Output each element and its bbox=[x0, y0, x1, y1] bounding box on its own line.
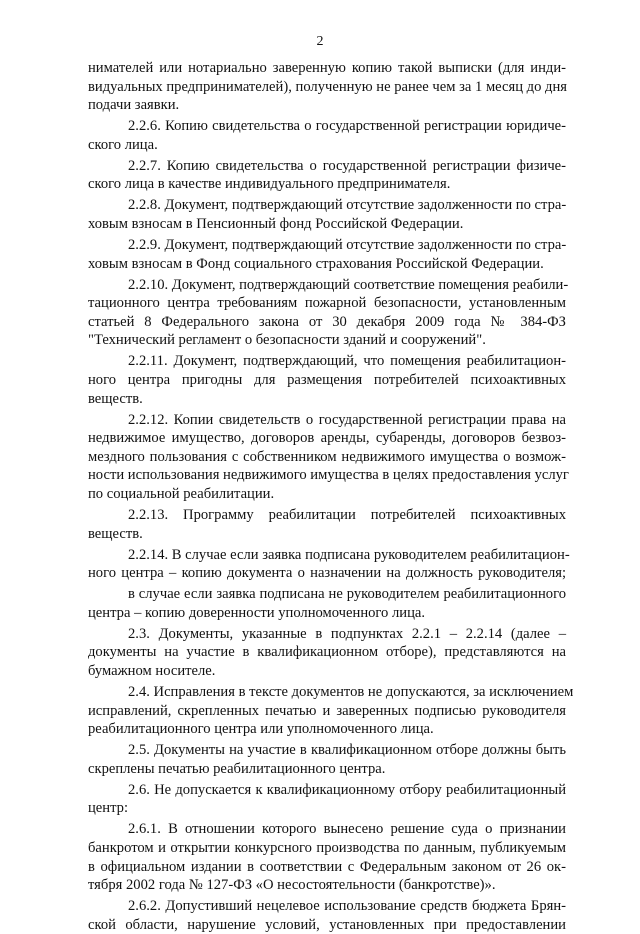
text-line: ского лица. bbox=[88, 136, 158, 153]
text-line: 2.2.11. Документ, подтверждающий, что помещения реабилитацион- bbox=[128, 353, 566, 370]
text-line: банкротом и открытии конкурсного производства по данным, публикуемым bbox=[88, 840, 566, 856]
text-line: 2.2.6. Копию свидетельства о государственной регистрации юридиче- bbox=[128, 118, 566, 135]
text-line: подачи заявки. bbox=[88, 97, 180, 114]
text-line: 2.4. Исправления в тексте документов не допускаются, за исключением bbox=[128, 684, 574, 700]
text-line: 2.2.13. Программу реабилитации потребителей психоактивных bbox=[128, 507, 566, 523]
text-line: 2.6.1. В отношении которого вынесено решение суда о признании bbox=[128, 821, 566, 838]
text-line: "Технический регламент о безопасности зданий и сооружений". bbox=[88, 332, 486, 349]
text-line: тационного центра требованиям пожарной безопасности, установленным bbox=[88, 295, 566, 312]
text-line: видуальных предпринимателей), полученную не ранее чем за 1 месяц до дня bbox=[88, 78, 567, 95]
text-line: центра – копию доверенности уполномоченного лица. bbox=[88, 604, 426, 621]
text-line: 2.6.2. Допустивший нецелевое использование средств бюджета Брян- bbox=[128, 898, 566, 915]
text-line: веществ. bbox=[88, 525, 143, 542]
text-line: 2.3. Документы, указанные в подпунктах 2.2.1 – 2.2.14 (далее – bbox=[128, 625, 566, 642]
text-line: ской области, нарушение условий, установленных при предоставлении bbox=[88, 916, 566, 933]
text-line: 2.2.10. Документ, подтверждающий соответствие помещения реабили- bbox=[128, 276, 569, 293]
text-line: ного центра – копию документа о назначении на должность руководителя; bbox=[88, 565, 566, 582]
text-line: тября 2002 года № 127-ФЗ «О несостоятельности (банкротстве)». bbox=[88, 877, 496, 894]
text-line: 2.2.7. Копию свидетельства о государственной регистрации физиче- bbox=[128, 157, 566, 174]
text-line: скреплены печатью реабилитационного центра. bbox=[88, 760, 386, 777]
text-line: ности использования недвижимого имущества в целях предоставления услуг bbox=[88, 467, 569, 484]
text-line: ховым взносам в Фонд социального страхования Российской Федерации. bbox=[88, 255, 544, 272]
text-line: в официальном издании в соответствии с Федеральным законом от 26 ок- bbox=[88, 858, 566, 875]
text-line: в случае если заявка подписана не руководителем реабилитационного bbox=[128, 586, 566, 603]
text-line: по социальной реабилитации. bbox=[88, 486, 275, 502]
text-line: 2.2.12. Копии свидетельств о государственной регистрации права на bbox=[128, 411, 566, 428]
text-line: ного центра пригодны для размещения потребителей психоактивных bbox=[88, 372, 566, 388]
text-line: 2.6. Не допускается к квалификационному отбору реабилитационный bbox=[128, 781, 566, 798]
text-line: бумажном носителе. bbox=[88, 663, 216, 679]
text-line: 2.5. Документы на участие в квалификационном отборе должны быть bbox=[128, 742, 566, 759]
text-line: 2.2.9. Документ, подтверждающий отсутствие задолженности по стра- bbox=[128, 237, 567, 253]
text-line: центр: bbox=[88, 800, 129, 817]
page-number: 2 bbox=[316, 34, 324, 49]
text-line: ховым взносам в Пенсионный фонд Российской Федерации. bbox=[88, 216, 464, 232]
text-line: ского лица в качестве индивидуального предпринимателя. bbox=[88, 176, 451, 193]
text-line: 2.2.14. В случае если заявка подписана руководителем реабилитацион- bbox=[128, 546, 570, 563]
text-line: реабилитационного центра или уполномоченного лица. bbox=[88, 721, 434, 738]
text-line: статьей 8 Федерального закона от 30 декабря 2009 года № 384-ФЗ bbox=[88, 313, 566, 330]
text-line: нимателей или нотариально заверенную копию такой выписки (для инди- bbox=[88, 60, 566, 76]
text-line: 2.2.8. Документ, подтверждающий отсутствие задолженности по стра- bbox=[128, 197, 567, 214]
text-line: веществ. bbox=[88, 390, 143, 407]
text-line: документы на участие в квалификационном отборе), представляются на bbox=[88, 644, 566, 661]
text-line: мездного пользования с собственником недвижимого имущества о возмож- bbox=[88, 448, 566, 465]
text-line: исправлений, скрепленных печатью и заверенных подписью руководителя bbox=[88, 702, 566, 719]
text-line: недвижимое имущество, договоров аренды, субаренды, договоров безвоз- bbox=[88, 430, 566, 447]
